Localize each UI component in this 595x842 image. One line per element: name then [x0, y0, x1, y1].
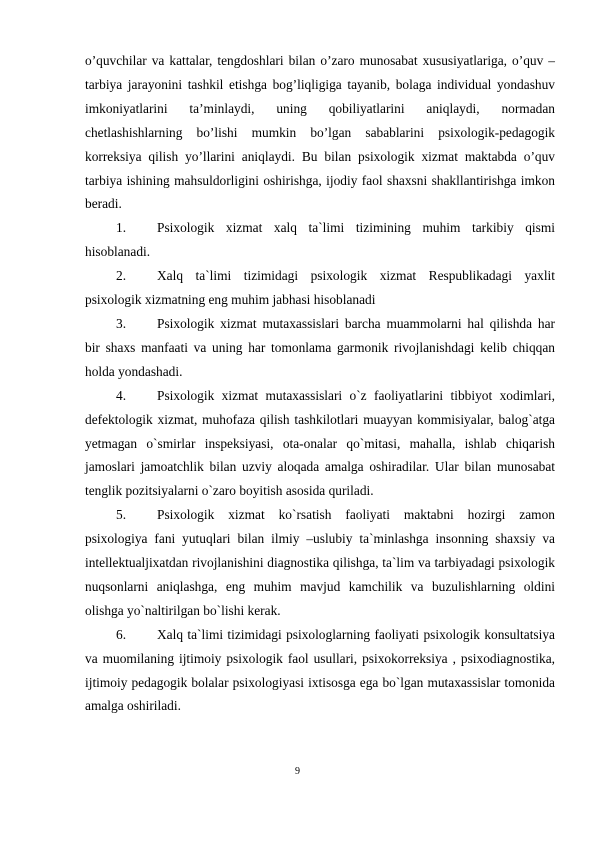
- list-item: [85, 503, 555, 623]
- list-item-text: Psixologik xizmat ko`rsatish faoliyati maktabni hozirgi zamon psixologiya fani yutuqlari bilan ilmiy –uslubiy ta`minlashga insonning shaxsiy va intellektualjixatdan rivojlanishini diagnostika qilishga, ta`lim va tarbiyadagi psixologik nuqsonlarni aniqlashga, eng muhim mavjud kamchilik va buzulishlarning oldini olishga yo`naltirilgan bo`lishi kerak.: [85, 507, 555, 618]
- list-item: [85, 623, 555, 719]
- list-item: [85, 384, 555, 504]
- page-number: 9: [295, 766, 300, 777]
- list-item-text: Xalq ta`limi tizimidagi psixologik xizmat Respublikadagi yaxlit psixologik xizmatning eng muhim jabhasi hisoblanadi: [85, 268, 555, 308]
- list-item-number: 1.: [116, 220, 127, 236]
- document-body: [85, 49, 555, 718]
- list-item: [85, 216, 555, 264]
- intro-paragraph: o’quvchilar va kattalar, tengdoshlari bilan o’zaro munosabat xususiyatlariga, o’quv – tarbiya jarayonini tashkil etishga bog’liqligiga tayanib, bolaga individual yondashuv imkoniyatlarini ta’minlaydi, uning qobiliyatlarini aniqlaydi, normadan chetlashishlarning bo’lishi mumkin bo’lgan sabablarini psixologik-pedagogik korreksiya qilish yo’llarini aniqlaydi. Bu bilan psixologik xizmat maktabda o’quv tarbiya ishining mahsuldorligini oshirishga, ijodiy faol shaxsni shakllantirishga imkon beradi.: [85, 53, 555, 212]
- list-item: [85, 264, 555, 312]
- list-item-number: 4.: [116, 387, 127, 403]
- list-item-text: Psixologik xizmat mutaxassislari barcha muammolarni hal qilishda har bir shaxs manfaati va uning har tomonlama garmonik rivojlanishdagi kelib chiqqan holda yondashadi.: [85, 315, 555, 379]
- list-item-number: 5.: [116, 507, 127, 523]
- list-item-text: Psixologik xizmat xalq ta`limi tizimining muhim tarkibiy qismi hisoblanadi.: [85, 220, 555, 260]
- list-item-number: 2.: [116, 268, 127, 284]
- list-item-number: 3.: [116, 315, 127, 331]
- list-item: [85, 312, 555, 384]
- list-item-text: Psixologik xizmat mutaxassislari o`z faoliyatlarini tibbiyot xodimlari, defektologik xizmat, muhofaza qilish tashkilotlari muayyan kommisiyalar, balog`atga yetmagan o`smirlar inspeksiyasi, ota-onalar qo`mitasi, mahalla, ishlab chiqarish jamoslari jamoatchlik bilan uzviy aloqada amalga oshiradilar. Ular bilan munosabat tenglik pozitsiyalarni o`zaro boyitish asosida quriladi.: [85, 387, 555, 499]
- list-item-text: Xalq ta`limi tizimidagi psixologlarning faoliyati psixologik konsultatsiya va muomilaning ijtimoiy psixologik faol usullari, psixokorreksiya , psixodiagnostika, ijtimoiy pedagogik bolalar psixologiyasi ixtisosga ega bo`lgan mutaxassislar tomonida amalga oshiriladi.: [85, 626, 555, 714]
- list-item-number: 6.: [116, 626, 127, 642]
